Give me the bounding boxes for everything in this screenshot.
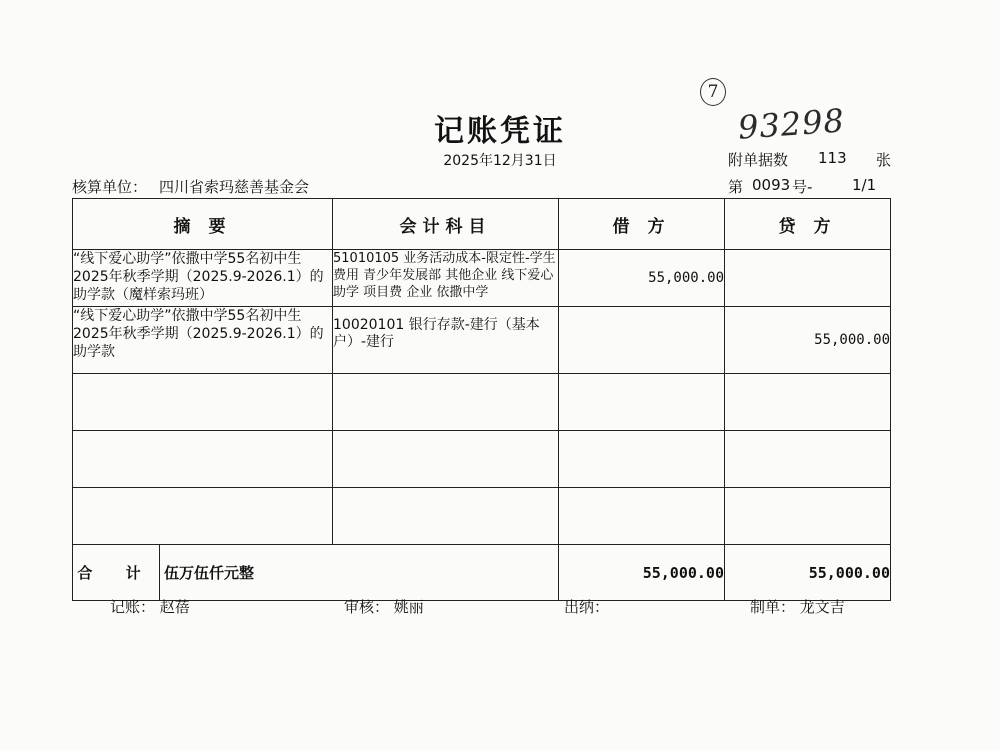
handwritten-number: 93298	[736, 101, 846, 147]
handwritten-circled-number: 7	[700, 78, 726, 106]
total-debit: 55,000.00	[559, 545, 725, 601]
row-account	[333, 431, 559, 488]
row-debit: 55,000.00	[559, 250, 725, 307]
row-credit	[725, 488, 891, 545]
attachments-info	[728, 149, 891, 170]
table-row	[73, 250, 891, 307]
row-account	[333, 374, 559, 431]
header-account: 会计科目	[333, 199, 559, 250]
row-debit	[559, 307, 725, 374]
table-header-row	[73, 199, 891, 250]
table-row	[73, 488, 891, 545]
row-summary	[73, 488, 333, 545]
total-credit: 55,000.00	[725, 545, 891, 601]
row-debit	[559, 488, 725, 545]
header-credit: 贷 方	[725, 199, 891, 250]
voucher-number: 0093	[752, 176, 791, 194]
attachments-count: 113	[818, 149, 847, 167]
row-summary	[73, 431, 333, 488]
voucher-page: 1/1	[852, 176, 877, 194]
row-summary: “线下爱心助学”依撒中学55名初中生2025年秋季学期（2025.9-2026.1）的助学款	[73, 307, 333, 374]
unit-name: 四川省索玛慈善基金会	[159, 178, 310, 196]
voucher-number-info	[728, 176, 876, 197]
row-credit: 55,000.00	[725, 307, 891, 374]
row-summary: “线下爱心助学”依撒中学55名初中生2025年秋季学期（2025.9-2026.1）的助学款（魔样索玛班）	[73, 250, 333, 307]
accounting-unit	[72, 176, 309, 197]
page-title: 记账凭证	[434, 114, 566, 149]
row-summary	[73, 374, 333, 431]
total-amount-words: 伍万伍仟元整	[164, 564, 255, 582]
row-credit	[725, 374, 891, 431]
row-debit	[559, 374, 725, 431]
total-cell	[73, 545, 559, 601]
row-account	[333, 488, 559, 545]
attachments-label: 附单据数	[728, 151, 789, 169]
voucher-table	[72, 198, 891, 601]
row-account: 51010105 业务活动成本-限定性-学生费用 青少年发展部 其他企业 线下爱心助学 项目费 企业 依撒中学	[333, 250, 559, 307]
table-row	[73, 431, 891, 488]
total-label: 合 计	[73, 545, 160, 600]
voucher-suffix: 号-	[792, 178, 813, 196]
reviewer: 审核： 姚丽	[344, 598, 424, 616]
voucher-prefix: 第	[728, 178, 744, 196]
unit-label: 核算单位：	[72, 178, 148, 196]
cashier: 出纳：	[564, 598, 610, 616]
row-credit	[725, 250, 891, 307]
signature-footer	[110, 596, 870, 616]
table-row	[73, 374, 891, 431]
table-row	[73, 307, 891, 374]
row-account: 10020101 银行存款-建行（基本户）-建行	[333, 307, 559, 374]
row-credit	[725, 431, 891, 488]
attachments-unit: 张	[876, 151, 892, 169]
total-row	[73, 545, 891, 601]
row-debit	[559, 431, 725, 488]
preparer: 制单： 龙文吉	[750, 598, 845, 616]
header-debit: 借 方	[559, 199, 725, 250]
bookkeeper: 记账： 赵蓓	[110, 598, 190, 616]
voucher-date: 2025年12月31日	[443, 153, 557, 169]
header-summary: 摘 要	[73, 199, 333, 250]
